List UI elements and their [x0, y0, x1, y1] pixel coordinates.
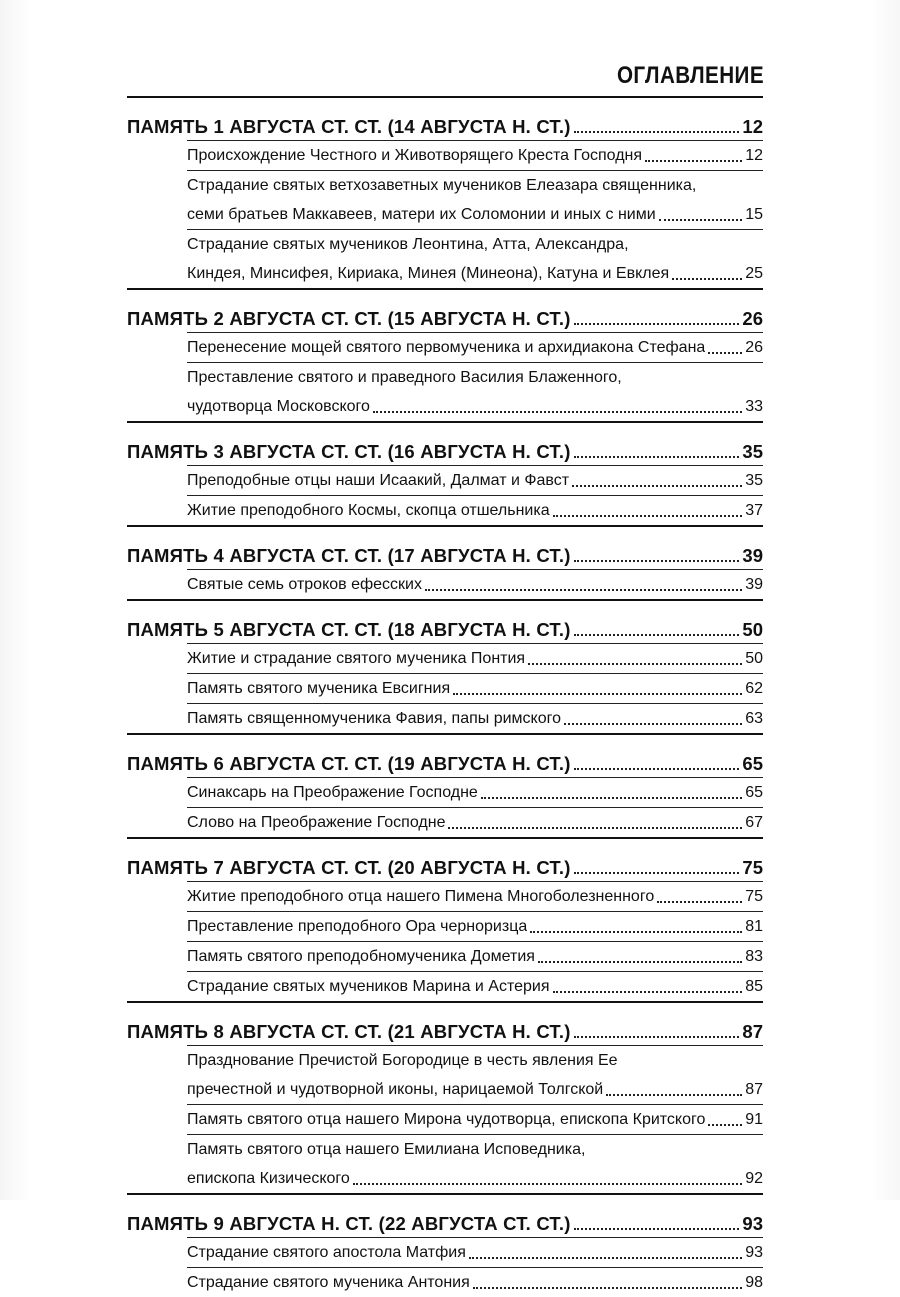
- entry-page-number: 35: [745, 472, 763, 489]
- toc-section: [127, 1193, 763, 1297]
- toc-entry[interactable]: [187, 1237, 763, 1267]
- leader-dots: [425, 589, 742, 591]
- entry-page-number: 83: [745, 948, 763, 965]
- section-heading[interactable]: [127, 423, 763, 465]
- leader-dots: [708, 1124, 742, 1126]
- section-heading[interactable]: [127, 1003, 763, 1045]
- entry-page-number: 63: [745, 710, 763, 727]
- leader-dots: [672, 278, 742, 280]
- entry-title: Слово на Преображение Господне: [187, 814, 446, 831]
- section-page-number: 87: [742, 1021, 763, 1042]
- section-heading[interactable]: [127, 98, 763, 140]
- leader-dots: [553, 515, 743, 517]
- entry-title: семи братьев Маккавеев, матери их Соломонии и иных с ними: [187, 206, 656, 223]
- entry-title: Житие преподобного Космы, скопца отшельника: [187, 502, 550, 519]
- entry-last-line: [187, 972, 763, 1001]
- section-title: ПАМЯТЬ 2 АВГУСТА СТ. СТ. (15 АВГУСТА Н. СТ.): [127, 308, 571, 329]
- entry-title-line: Память святого отца нашего Емилиана Исповедника,: [187, 1141, 586, 1158]
- entry-page-number: 81: [745, 918, 763, 935]
- section-title: ПАМЯТЬ 7 АВГУСТА СТ. СТ. (20 АВГУСТА Н. СТ.): [127, 857, 571, 878]
- entry-last-line: [187, 333, 763, 362]
- entry-last-line: [187, 1105, 763, 1134]
- section-title: ПАМЯТЬ 1 АВГУСТА СТ. СТ. (14 АВГУСТА Н. СТ.): [127, 116, 571, 137]
- section-heading[interactable]: [127, 839, 763, 881]
- entry-page-number: 15: [745, 206, 763, 223]
- entry-title: Память святого отца нашего Мирона чудотворца, епископа Критского: [187, 1111, 706, 1128]
- section-page-number: 39: [742, 545, 763, 566]
- toc-entry[interactable]: [187, 140, 763, 170]
- entry-last-line: [187, 496, 763, 525]
- entry-last-line: [187, 1238, 763, 1267]
- table-of-contents: [127, 96, 763, 1297]
- section-title: ПАМЯТЬ 6 АВГУСТА СТ. СТ. (19 АВГУСТА Н. СТ.): [127, 753, 571, 774]
- leader-dots: [574, 1036, 740, 1038]
- entry-page-number: 75: [745, 888, 763, 905]
- entry-page-number: 62: [745, 680, 763, 697]
- section-page-number: 93: [742, 1213, 763, 1234]
- leader-dots: [574, 872, 740, 874]
- entry-page-number: 12: [745, 147, 763, 164]
- entry-page-number: 25: [745, 265, 763, 282]
- entry-title-line: Страдание святых ветхозаветных мучеников Елеазара священника,: [187, 177, 697, 194]
- leader-dots: [645, 160, 742, 162]
- section-heading[interactable]: [127, 527, 763, 569]
- toc-entry[interactable]: [187, 332, 763, 362]
- toc-entry[interactable]: [187, 703, 763, 733]
- section-heading[interactable]: [127, 601, 763, 643]
- leader-dots: [530, 931, 742, 933]
- toc-entry[interactable]: [187, 911, 763, 941]
- entry-title: Происхождение Честного и Животворящего Креста Господня: [187, 147, 643, 164]
- toc-section: [127, 599, 763, 733]
- entry-page-number: 50: [745, 650, 763, 667]
- section-title: ПАМЯТЬ 9 АВГУСТА Н. СТ. (22 АВГУСТА СТ. СТ.): [127, 1213, 571, 1234]
- entry-title: Страдание святого апостола Матфия: [187, 1244, 466, 1261]
- toc-entry[interactable]: [187, 1267, 763, 1297]
- leader-dots: [528, 663, 742, 665]
- entry-page-number: 39: [745, 576, 763, 593]
- leader-dots: [469, 1257, 742, 1259]
- leader-dots: [373, 411, 742, 413]
- toc-entry[interactable]: [187, 362, 763, 421]
- toc-section: [127, 733, 763, 837]
- entry-last-line: [187, 942, 763, 971]
- toc-entry[interactable]: [187, 673, 763, 703]
- toc-section: [127, 96, 763, 288]
- leader-dots: [574, 560, 740, 562]
- entry-last-line: [187, 200, 763, 229]
- entry-last-line: [187, 1268, 763, 1297]
- entry-page-number: 65: [745, 784, 763, 801]
- entry-last-line: [187, 882, 763, 911]
- section-page-number: 65: [742, 753, 763, 774]
- toc-entry[interactable]: [187, 569, 763, 599]
- section-page-number: 26: [742, 308, 763, 329]
- entry-page-number: 93: [745, 1244, 763, 1261]
- section-heading[interactable]: [127, 290, 763, 332]
- toc-entry[interactable]: [187, 881, 763, 911]
- entry-last-line: [187, 570, 763, 599]
- toc-entry[interactable]: [187, 495, 763, 525]
- toc-entry[interactable]: [187, 971, 763, 1001]
- entry-title: епископа Кизического: [187, 1170, 350, 1187]
- toc-entry[interactable]: [187, 807, 763, 837]
- entry-last-line: [187, 912, 763, 941]
- entry-title: Страдание святого мученика Антония: [187, 1274, 470, 1291]
- entry-page-number: 37: [745, 502, 763, 519]
- leader-dots: [453, 693, 742, 695]
- entry-title: Страдание святых мучеников Марина и Астерия: [187, 978, 550, 995]
- leader-dots: [574, 634, 740, 636]
- entry-title: Преподобные отцы наши Исаакий, Далмат и Фавст: [187, 472, 570, 489]
- toc-section: [127, 837, 763, 1001]
- leader-dots: [538, 961, 742, 963]
- section-page-number: 75: [742, 857, 763, 878]
- leader-dots: [574, 323, 740, 325]
- entry-title: Житие и страдание святого мученика Понтия: [187, 650, 526, 667]
- entry-title: Память святого мученика Евсигния: [187, 680, 451, 697]
- leader-dots: [574, 768, 740, 770]
- entry-last-line: [187, 644, 763, 673]
- entry-last-line: [187, 808, 763, 837]
- toc-entry[interactable]: [187, 1104, 763, 1134]
- toc-entry[interactable]: [187, 1045, 763, 1104]
- toc-entry[interactable]: [187, 229, 763, 288]
- entry-title: Память священномученика Фавия, папы римского: [187, 710, 562, 727]
- entry-title: Преставление преподобного Ора черноризца: [187, 918, 528, 935]
- toc-entry[interactable]: [187, 643, 763, 673]
- entry-page-number: 85: [745, 978, 763, 995]
- entry-page-number: 33: [745, 398, 763, 415]
- section-title: ПАМЯТЬ 5 АВГУСТА СТ. СТ. (18 АВГУСТА Н. СТ.): [127, 619, 571, 640]
- leader-dots: [574, 456, 740, 458]
- toc-entry[interactable]: [187, 170, 763, 229]
- entry-page-number: 26: [745, 339, 763, 356]
- entry-last-line: [187, 1164, 763, 1193]
- leader-dots: [574, 131, 740, 133]
- leader-dots: [473, 1287, 742, 1289]
- entry-title: Житие преподобного отца нашего Пимена Многоболезненного: [187, 888, 655, 905]
- entry-title: пречестной и чудотворной иконы, нарицаемой Толгской: [187, 1081, 604, 1098]
- entry-last-line: [187, 1075, 763, 1104]
- toc-section: [127, 421, 763, 525]
- leader-dots: [708, 352, 742, 354]
- leader-dots: [564, 723, 742, 725]
- leader-dots: [659, 219, 743, 221]
- section-page-number: 12: [742, 116, 763, 137]
- entry-title: Перенесение мощей святого первомученика и архидиакона Стефана: [187, 339, 706, 356]
- toc-entry[interactable]: [187, 777, 763, 807]
- leader-dots: [353, 1183, 742, 1185]
- leader-dots: [657, 901, 742, 903]
- entry-last-line: [187, 466, 763, 495]
- toc-section: [127, 1001, 763, 1193]
- entry-last-line: [187, 674, 763, 703]
- entry-title: Киндея, Минсифея, Кириака, Минея (Минеона), Катуна и Евклея: [187, 265, 670, 282]
- toc-section: [127, 288, 763, 421]
- entry-title-line: Преставление святого и праведного Василия Блаженного,: [187, 369, 622, 386]
- entry-page-number: 91: [745, 1111, 763, 1128]
- toc-entry[interactable]: [187, 465, 763, 495]
- entry-title-line: Празднование Пречистой Богородице в честь явления Ее: [187, 1052, 618, 1069]
- leader-dots: [574, 1228, 740, 1230]
- section-heading[interactable]: [127, 735, 763, 777]
- entry-title-line: Страдание святых мучеников Леонтина, Атта, Александра,: [187, 236, 629, 253]
- entry-last-line: [187, 259, 763, 288]
- entry-title: Синаксарь на Преображение Господне: [187, 784, 478, 801]
- toc-entry[interactable]: [187, 941, 763, 971]
- entry-title: Память святого преподобномученика Дометия: [187, 948, 535, 965]
- entry-last-line: [187, 778, 763, 807]
- entry-title: чудотворца Московского: [187, 398, 370, 415]
- leader-dots: [606, 1094, 742, 1096]
- entry-last-line: [187, 392, 763, 421]
- leader-dots: [572, 485, 742, 487]
- entry-page-number: 67: [745, 814, 763, 831]
- entry-last-line: [187, 704, 763, 733]
- entry-page-number: 92: [745, 1170, 763, 1187]
- section-title: ПАМЯТЬ 4 АВГУСТА СТ. СТ. (17 АВГУСТА Н. СТ.): [127, 545, 571, 566]
- toc-entry[interactable]: [187, 1134, 763, 1193]
- entry-page-number: 98: [745, 1274, 763, 1291]
- entry-last-line: [187, 141, 763, 170]
- section-heading[interactable]: [127, 1195, 763, 1237]
- leader-dots: [481, 797, 742, 799]
- section-title: ПАМЯТЬ 8 АВГУСТА СТ. СТ. (21 АВГУСТА Н. СТ.): [127, 1021, 571, 1042]
- entry-page-number: 87: [745, 1081, 763, 1098]
- leader-dots: [553, 991, 743, 993]
- entry-title: Святые семь отроков ефесских: [187, 576, 422, 593]
- section-page-number: 50: [742, 619, 763, 640]
- leader-dots: [448, 827, 742, 829]
- section-title: ПАМЯТЬ 3 АВГУСТА СТ. СТ. (16 АВГУСТА Н. СТ.): [127, 441, 571, 462]
- page-title: ОГЛАВЛЕНИЕ: [616, 62, 764, 89]
- toc-section: [127, 525, 763, 599]
- section-page-number: 35: [742, 441, 763, 462]
